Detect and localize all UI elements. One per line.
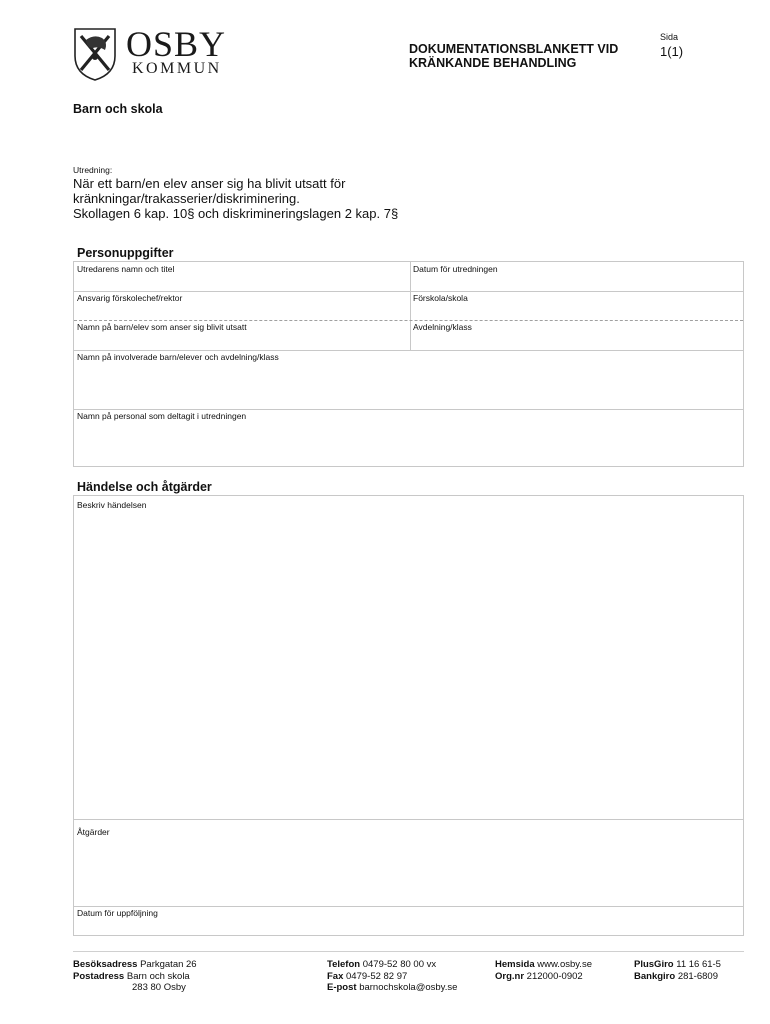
class-label: Avdelning/klass — [413, 322, 472, 332]
investigation-date-field[interactable] — [410, 262, 744, 291]
describe-incident-field[interactable] — [74, 498, 744, 819]
phone-label: Telefon — [327, 959, 361, 970]
footer-divider — [73, 951, 744, 952]
page-number: 1(1) — [660, 44, 684, 59]
postal-city: 283 80 Osby — [132, 982, 186, 993]
investigation-line3: Skollagen 6 kap. 10§ och diskrimineringslagen 2 kap. 7§ — [73, 206, 399, 221]
website-label: Hemsida — [495, 959, 535, 970]
postal-address-value: Barn och skola — [126, 970, 190, 982]
school-label: Förskola/skola — [413, 293, 468, 303]
responsible-principal-field[interactable] — [74, 291, 410, 320]
responsible-principal-label: Ansvarig förskolechef/rektor — [77, 293, 183, 303]
footer-address — [73, 959, 197, 994]
incident-heading: Händelse och åtgärder — [77, 480, 212, 494]
org-number-label: Org.nr — [495, 970, 525, 982]
bankgiro-value: 281-6809 — [677, 970, 718, 982]
document-title — [409, 42, 649, 70]
investigation-label: Utredning: — [73, 165, 113, 175]
document-title-line1: DOKUMENTATIONSBLANKETT VID — [409, 42, 619, 56]
staff-field[interactable] — [74, 409, 744, 467]
row-divider — [74, 819, 743, 820]
footer-giro — [634, 959, 721, 982]
page-label: Sida — [660, 32, 679, 42]
staff-label: Namn på personal som deltagit i utredningen — [77, 411, 247, 421]
postal-address-label: Postadress — [73, 970, 125, 982]
department-heading: Barn och skola — [73, 102, 163, 116]
visit-address-label: Besöksadress — [73, 959, 138, 970]
fax-label: Fax — [327, 970, 344, 982]
followup-date-field[interactable] — [74, 906, 744, 936]
plusgiro-value: 11 16 61-5 — [676, 959, 721, 970]
describe-incident-label: Beskriv händelsen — [77, 500, 147, 510]
investigator-label: Utredarens namn och titel — [77, 264, 175, 274]
actions-field[interactable] — [74, 825, 744, 906]
investigation-text — [73, 176, 433, 221]
footer-web — [495, 959, 592, 982]
visit-address-value: Parkgatan 26 — [140, 959, 197, 970]
logo-subtitle: KOMMUN — [132, 60, 222, 77]
involved-children-field[interactable] — [74, 350, 744, 409]
personal-info-table — [73, 261, 744, 467]
plusgiro-label: PlusGiro — [634, 959, 674, 970]
logo-name: OSBY — [126, 24, 227, 64]
affected-child-label: Namn på barn/elev som anser sig blivit utsatt — [77, 322, 247, 332]
document-title-line2: KRÄNKANDE BEHANDLING — [409, 56, 577, 70]
website-link[interactable]: www.osby.se — [537, 959, 592, 970]
investigation-line1: När ett barn/en elev anser sig ha blivit utsatt för — [73, 176, 346, 191]
affected-child-field[interactable] — [74, 320, 410, 350]
investigation-date-label: Datum för utredningen — [413, 264, 498, 274]
footer-contact — [327, 959, 457, 994]
osby-kommun-logo — [72, 26, 252, 86]
fax-value: 0479-52 82 97 — [346, 970, 408, 982]
coat-of-arms-icon — [72, 26, 118, 82]
actions-label: Åtgärder — [77, 827, 110, 837]
org-number-value: 212000-0902 — [526, 970, 583, 982]
investigation-line2: kränkningar/trakasserier/diskriminering. — [73, 191, 300, 206]
bankgiro-label: Bankgiro — [634, 970, 676, 982]
school-field[interactable] — [410, 291, 744, 320]
phone-value: 0479-52 80 00 vx — [362, 959, 437, 970]
email-label: E-post — [327, 982, 357, 993]
involved-children-label: Namn på involverade barn/elever och avdelning/klass — [77, 352, 279, 362]
incident-table — [73, 495, 744, 936]
email-link[interactable]: barnochskola@osby.se — [359, 982, 458, 993]
investigator-field[interactable] — [74, 262, 410, 291]
followup-date-label: Datum för uppföljning — [77, 908, 158, 918]
class-field[interactable] — [410, 320, 744, 350]
personal-info-heading: Personuppgifter — [77, 246, 174, 260]
